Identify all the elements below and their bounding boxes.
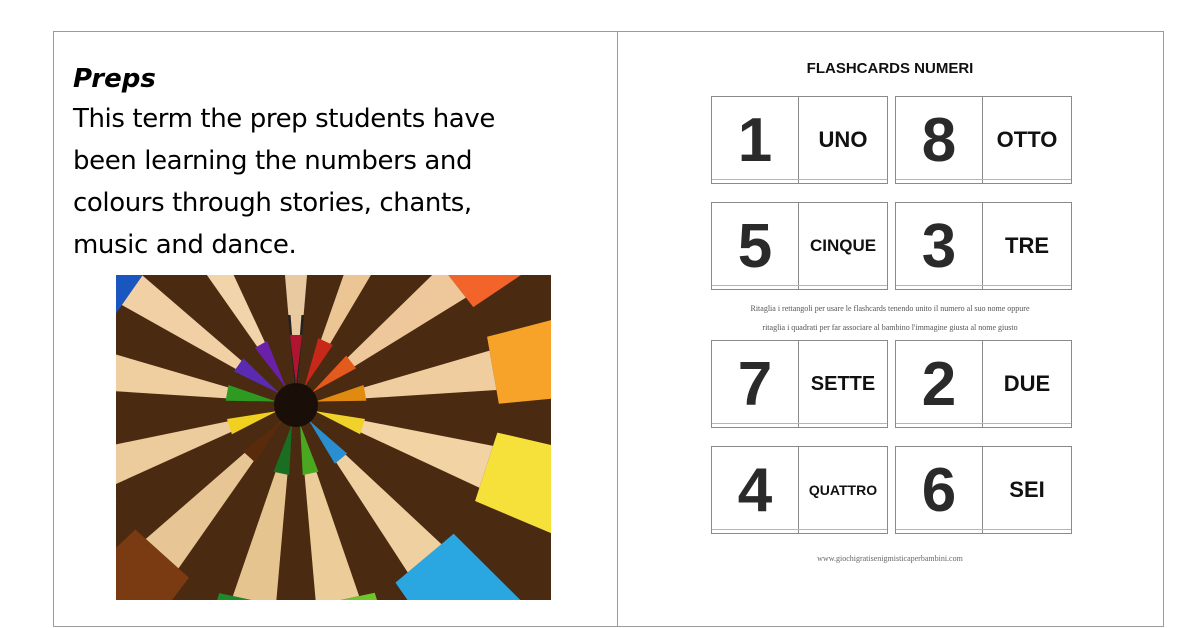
instruction-line: ritaglia i quadrati per far associare al bambino l'immagine giusta al nome giusto <box>762 323 1018 332</box>
flashcard <box>895 96 1072 184</box>
paragraph-line: been learning the numbers and <box>73 146 473 176</box>
flashcards-title: FLASHCARDS NUMERI <box>806 60 974 77</box>
card-word: UNO <box>818 127 868 152</box>
card-word: TRE <box>1005 233 1049 258</box>
section-heading: Preps <box>73 64 156 94</box>
card-number: 1 <box>712 97 799 183</box>
flashcard <box>711 446 888 534</box>
column-divider <box>617 31 618 627</box>
card-word: DUE <box>1003 371 1051 396</box>
card-footer <box>712 179 887 183</box>
card-footer <box>712 423 887 427</box>
left-panel <box>73 62 593 266</box>
flashcard <box>711 340 888 428</box>
flashcard <box>895 446 1072 534</box>
flashcard <box>895 202 1072 290</box>
card-word: OTTO <box>996 127 1058 152</box>
flashcard <box>711 202 888 290</box>
card-footer <box>896 423 1071 427</box>
instruction-line: Ritaglia i rettangoli per usare le flashcards tenendo unito il numero al suo nome oppure <box>750 304 1030 313</box>
card-footer <box>896 529 1071 533</box>
card-number: 7 <box>712 341 799 427</box>
card-footer <box>712 529 887 533</box>
card-word: SETTE <box>810 372 876 395</box>
paragraph <box>73 98 593 266</box>
paragraph-line: music and dance. <box>73 230 297 260</box>
paragraph-line: This term the prep students have <box>73 104 495 134</box>
source-url: www.giochigratisenigmisticaperbambini.com <box>817 554 963 563</box>
card-number: 2 <box>896 341 983 427</box>
card-word: CINQUE <box>809 236 877 255</box>
card-number: 4 <box>712 447 799 533</box>
card-word: SEI <box>1009 477 1045 502</box>
paragraph-line: colours through stories, chants, <box>73 188 472 218</box>
card-footer <box>712 285 887 289</box>
card-footer <box>896 285 1071 289</box>
card-number: 3 <box>896 203 983 289</box>
flashcard <box>895 340 1072 428</box>
flashcard <box>711 96 888 184</box>
card-word: QUATTRO <box>808 482 878 498</box>
card-footer <box>896 179 1071 183</box>
card-number: 8 <box>896 97 983 183</box>
card-number: 5 <box>712 203 799 289</box>
colored-pencils-photo <box>116 275 551 600</box>
card-number: 6 <box>896 447 983 533</box>
